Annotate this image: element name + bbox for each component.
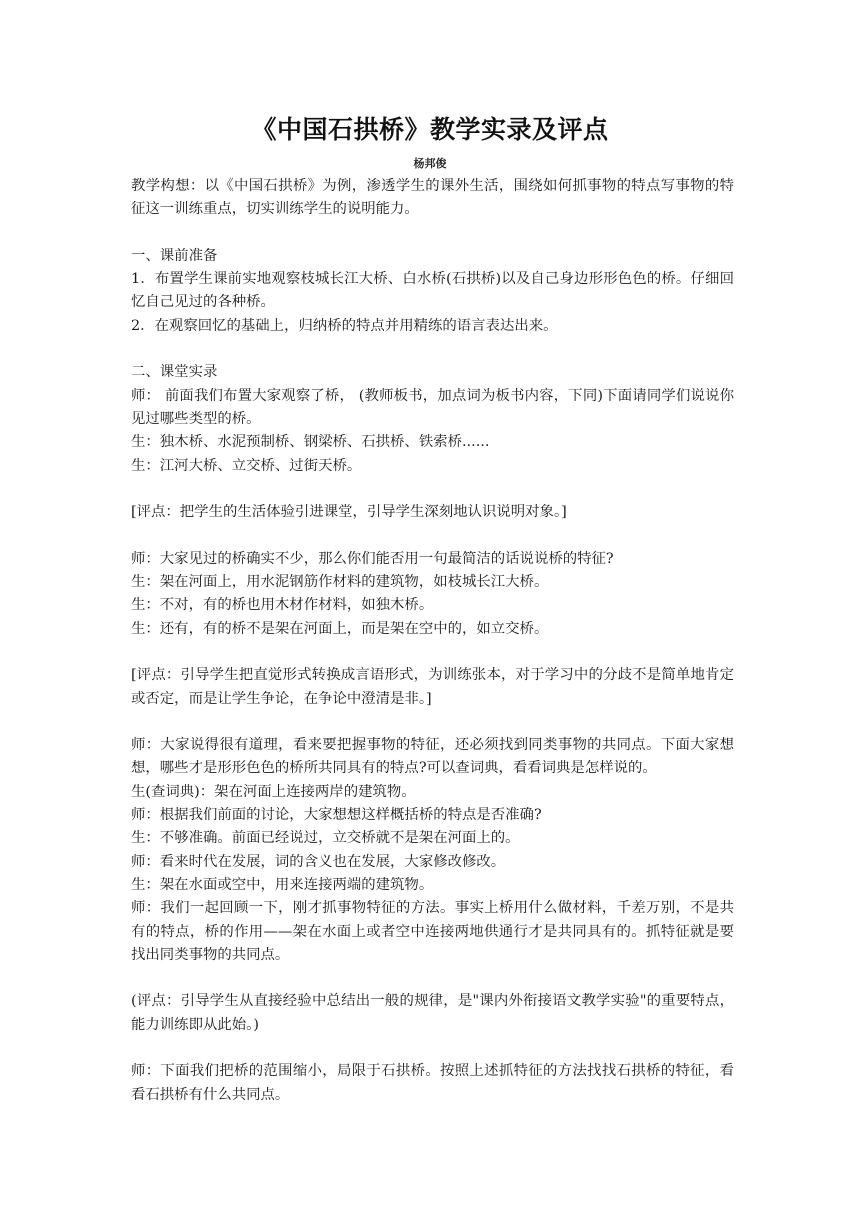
body-paragraph: 1．布置学生课前实地观察枝城长江大桥、白水桥(石拱桥)以及自己身边形形色色的桥。仔细回忆自己见过的各种桥。 bbox=[131, 271, 734, 311]
body-paragraph: [评点：引导学生把直觉形式转换成言语形式，为训练张本，对于学习中的分歧不是简单地肯定或否定，而是让学生争论，在争论中澄清是非。] bbox=[131, 667, 734, 707]
body-paragraph: 师：看来时代在发展，词的含义也在发展，大家修改修改。 bbox=[131, 853, 506, 870]
document-body bbox=[131, 175, 734, 1107]
body-paragraph: [评点：把学生的生活体验引进课堂，引导学生深刻地认识说明对象。] bbox=[131, 504, 567, 521]
body-paragraph: 生：还有，有的桥不是架在河面上，而是架在空中的，如立交桥。 bbox=[131, 620, 549, 637]
paragraph-gap bbox=[131, 641, 734, 664]
body-paragraph: 2．在观察回忆的基础上，归纳桥的特点并用精练的语言表达出来。 bbox=[131, 317, 558, 334]
paragraph-gap bbox=[131, 967, 734, 990]
paragraph-gap bbox=[131, 711, 734, 734]
body-paragraph: 师：下面我们把桥的范围缩小，局限于石拱桥。按照上述抓特征的方法找找石拱桥的特征，看看石拱桥有什么共同点。 bbox=[131, 1063, 734, 1103]
paragraph-gap bbox=[131, 222, 734, 245]
body-paragraph: 师：大家见过的桥确实不少，那么你们能否用一句最简洁的话说说桥的特征? bbox=[131, 550, 614, 567]
document-title: 《中国石拱桥》教学实录及评点 bbox=[251, 115, 609, 144]
body-paragraph: 师：大家说得很有道理，看来要把握事物的特征，还必须找到同类事物的共同点。下面大家想想，哪些才是形形色色的桥所共同具有的特点?可以查词典，看看词典是怎样说的。 bbox=[131, 737, 734, 777]
body-paragraph: 生(查词典)：架在河面上连接两岸的建筑物。 bbox=[131, 783, 416, 800]
body-paragraph: (评点：引导学生从直接经验中总结出一般的规律，是"课内外衔接语文教学实验"的重要特点，能力训练即从此始。) bbox=[131, 993, 734, 1033]
body-paragraph: 生：不对，有的桥也用木材作材料，如独木桥。 bbox=[131, 597, 434, 614]
body-paragraph: 教学构想：以《中国石拱桥》为例，渗透学生的课外生活，围绕如何抓事物的特点写事物的特征这一训练重点，切实训练学生的说明能力。 bbox=[131, 178, 734, 218]
paragraph-gap bbox=[131, 338, 734, 361]
body-paragraph: 生：不够准确。前面已经说过，立交桥就不是架在河面上的。 bbox=[131, 830, 520, 847]
paragraph-gap bbox=[131, 524, 734, 547]
body-paragraph: 师： 前面我们布置大家观察了桥， (教师板书，加点词为板书内容，下同)下面请同学们说说你见过哪些类型的桥。 bbox=[131, 387, 734, 427]
body-paragraph: 一、课前准备 bbox=[131, 247, 218, 264]
paragraph-gap bbox=[131, 1037, 734, 1060]
document-author: 杨邦俊 bbox=[413, 157, 447, 170]
body-paragraph: 二、课堂实录 bbox=[131, 364, 218, 381]
body-paragraph: 师：我们一起回顾一下，刚才抓事物特征的方法。事实上桥用什么做材料，千差万别，不是共有的特点，桥的作用——架在水面上或者空中连接两地供通行才是共同具有的。抓特征就是要找出同类事物的共同点。 bbox=[131, 900, 734, 963]
body-paragraph: 生：架在河面上，用水泥钢筋作材料的建筑物，如枝城长江大桥。 bbox=[131, 574, 549, 591]
body-paragraph: 师：根据我们前面的讨论，大家想想这样概括桥的特点是否准确? bbox=[131, 807, 542, 824]
body-paragraph: 生：江河大桥、立交桥、过街天桥。 bbox=[131, 457, 362, 474]
body-paragraph: 生：架在水面或空中，用来连接两端的建筑物。 bbox=[131, 876, 434, 893]
paragraph-gap bbox=[131, 478, 734, 501]
body-paragraph: 生：独木桥、水泥预制桥、钢梁桥、石拱桥、铁索桥...... bbox=[131, 434, 490, 451]
